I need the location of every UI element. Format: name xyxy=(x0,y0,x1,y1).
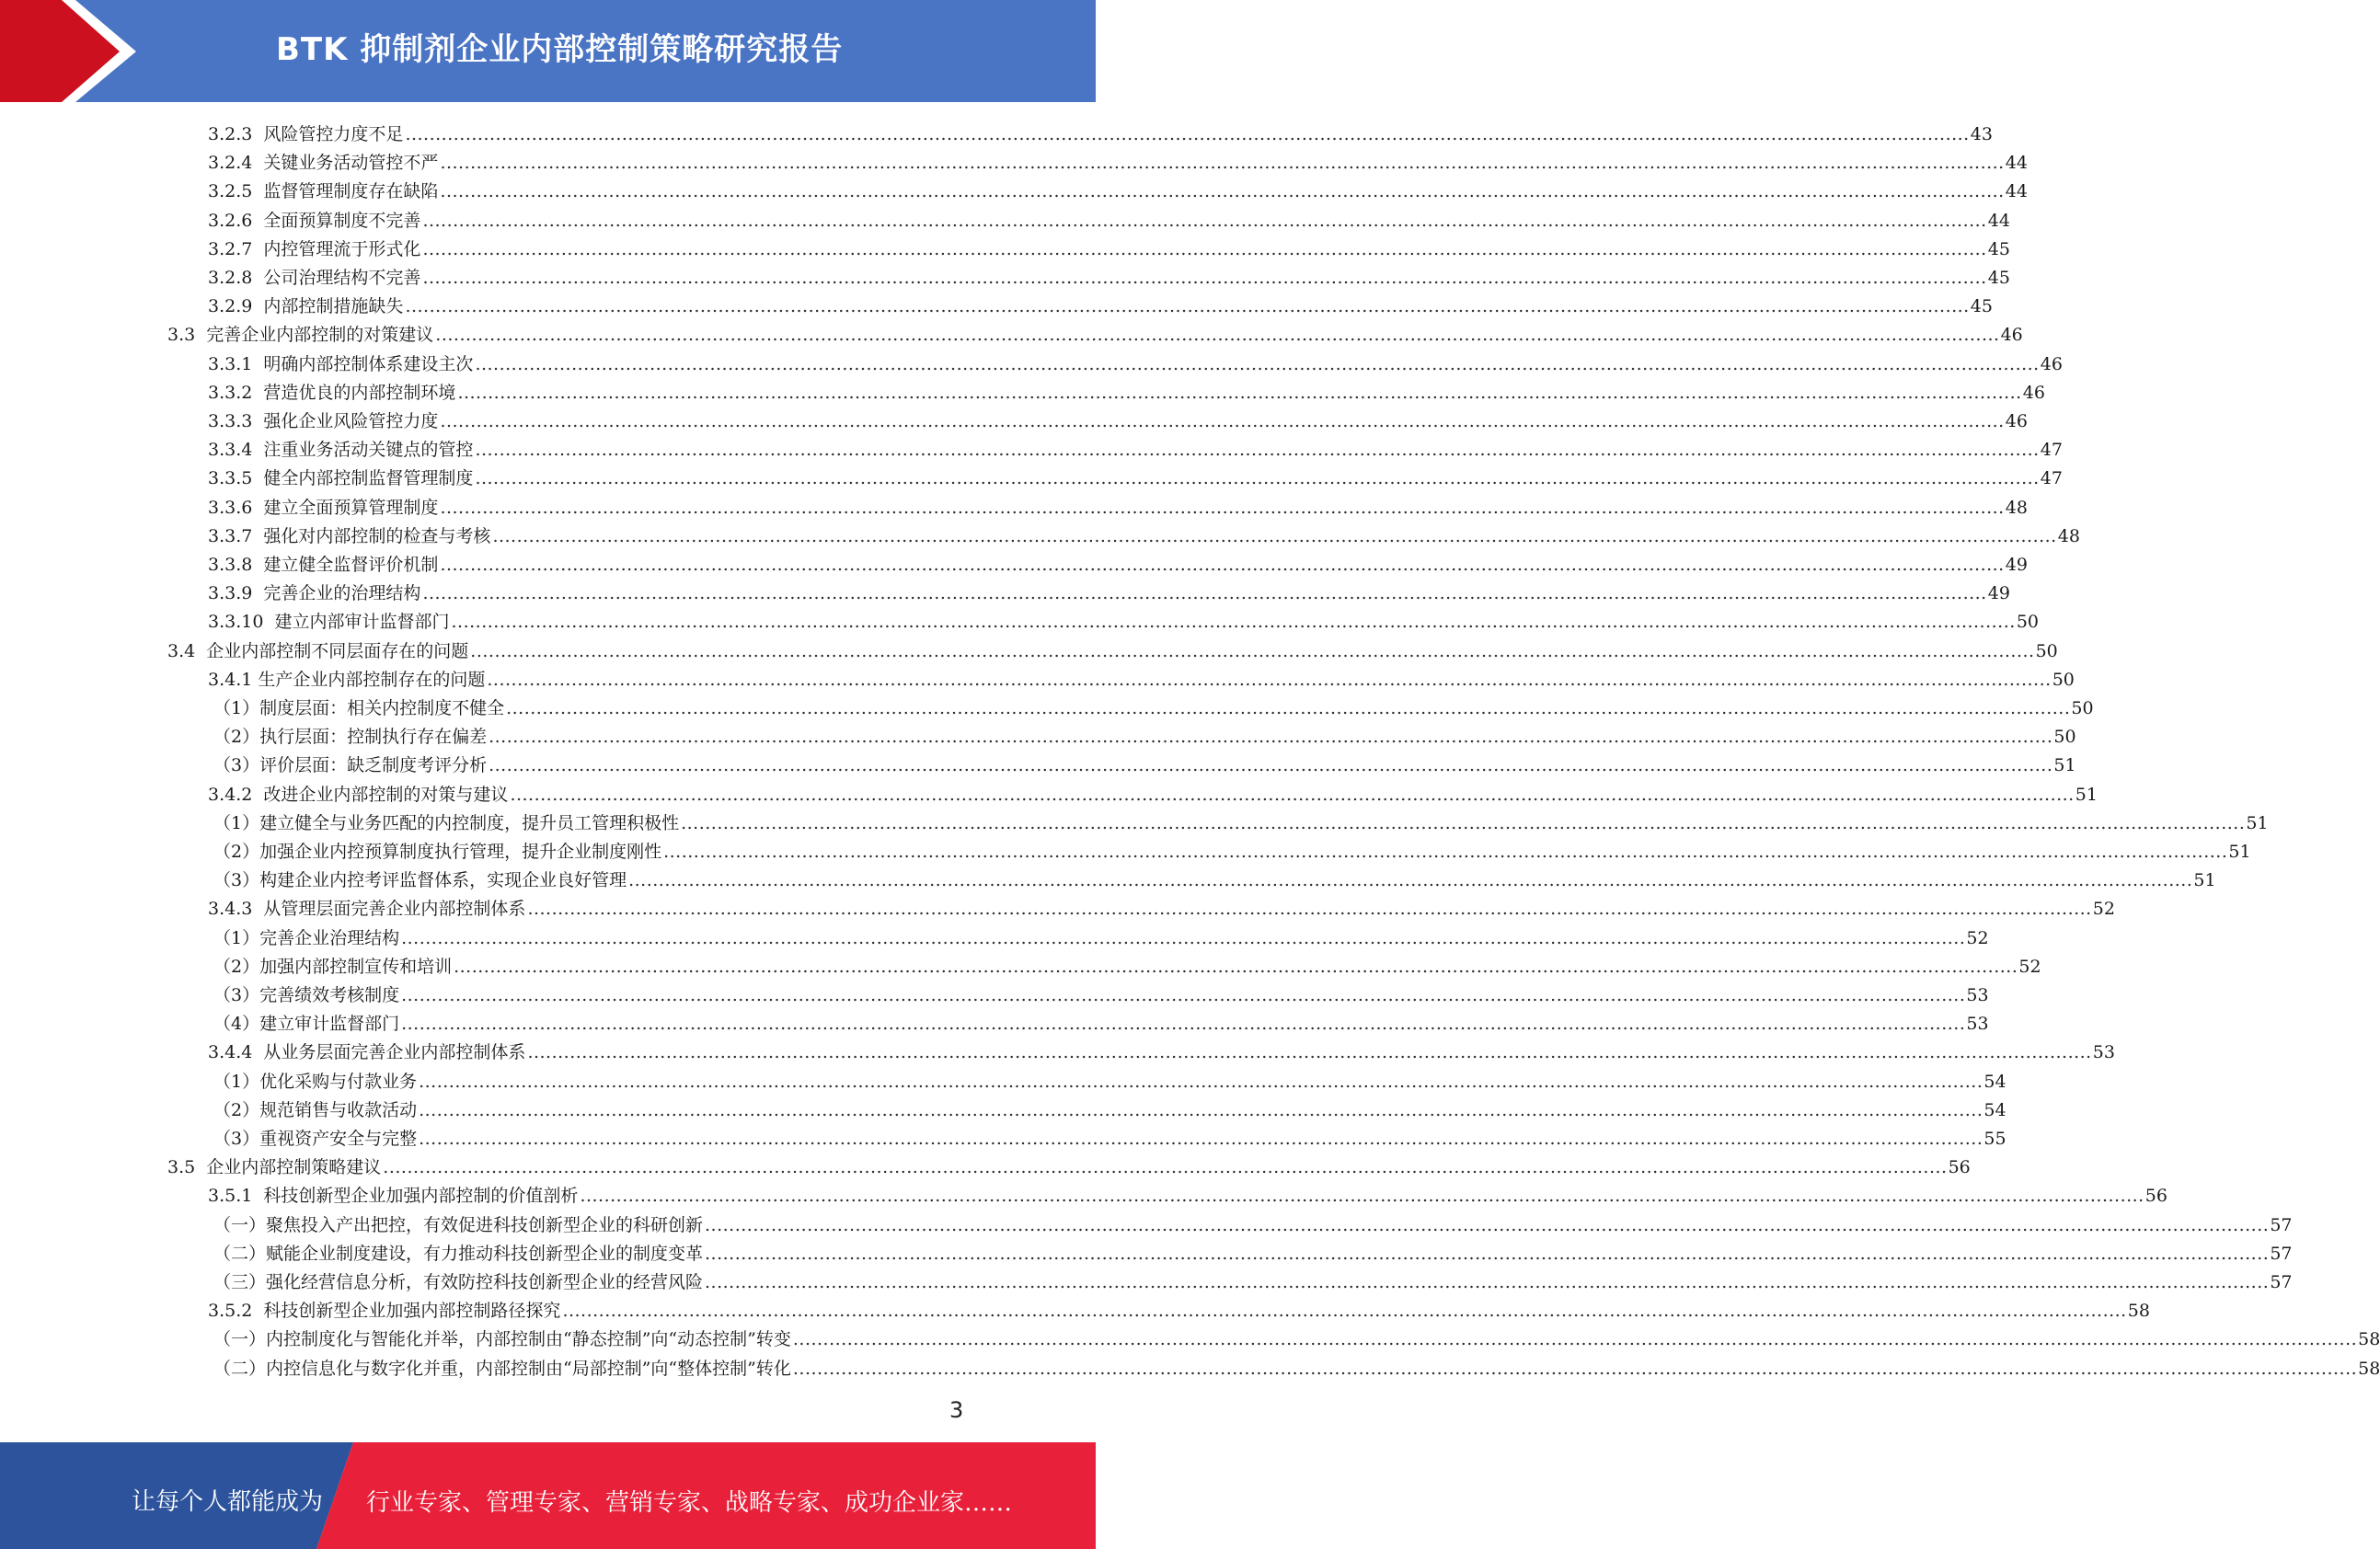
toc-entry-title: （二）赋能企业制度建设，有力推动科技创新型企业的制度变革 xyxy=(213,1244,704,1264)
toc-entry[interactable] xyxy=(167,1149,1971,1177)
toc-entry-title: （3）完善绩效考核制度 xyxy=(213,985,400,1005)
toc-entry-page: 52 xyxy=(1966,928,1989,948)
toc-entry[interactable] xyxy=(167,633,2058,661)
toc-entry[interactable] xyxy=(167,316,2023,345)
toc-leader-dots: .................................................................................................................................................................................................................................................................... xyxy=(681,813,2246,833)
toc-entry[interactable] xyxy=(213,977,1989,1005)
toc-entry[interactable] xyxy=(213,718,2076,747)
toc-entry[interactable] xyxy=(208,460,2063,488)
toc-leader-dots: .................................................................................................................................................................................................................................................................... xyxy=(440,411,2005,431)
toc-entry-page: 45 xyxy=(1987,268,2010,288)
toc-entry-title: （三）强化经营信息分析，有效防控科技创新型企业的经营风险 xyxy=(213,1272,704,1292)
toc-leader-dots: .................................................................................................................................................................................................................................................................... xyxy=(405,124,1970,144)
toc-entry-title: （1）完善企业治理结构 xyxy=(213,928,400,948)
footer-slogan-left: 让每个人都能成为 xyxy=(132,1488,324,1516)
toc-entry-title: 3.5 企业内部控制策略建议 xyxy=(167,1157,382,1177)
toc-entry-title: 3.3.5 健全内部控制监督管理制度 xyxy=(208,468,474,488)
toc-leader-dots: .................................................................................................................................................................................................................................................................... xyxy=(562,1301,2127,1321)
toc-leader-dots: .................................................................................................................................................................................................................................................................... xyxy=(401,928,1966,948)
toc-entry-page: 46 xyxy=(2040,354,2063,374)
toc-entry[interactable] xyxy=(213,862,2216,890)
toc-entry[interactable] xyxy=(208,661,2075,690)
toc-entry-title: 3.3.10 建立内部审计监督部门 xyxy=(208,612,450,632)
footer-slogan-right: 行业专家、管理专家、营销专家、战略专家、成功企业家…… xyxy=(366,1489,1013,1517)
toc-leader-dots: .................................................................................................................................................................................................................................................................... xyxy=(705,1244,2270,1264)
toc-entry-title: 3.4 企业内部控制不同层面存在的问题 xyxy=(167,641,469,661)
toc-entry[interactable] xyxy=(213,747,2076,775)
toc-entry-page: 52 xyxy=(2092,899,2115,919)
toc-leader-dots: .................................................................................................................................................................................................................................................................... xyxy=(440,498,2005,518)
toc-entry[interactable] xyxy=(208,546,2028,575)
toc-entry-page: 45 xyxy=(1987,239,2010,259)
toc-entry-page: 57 xyxy=(2270,1244,2293,1264)
toc-entry[interactable] xyxy=(208,173,2028,201)
toc-entry-page: 44 xyxy=(1987,211,2010,231)
toc-entry-page: 57 xyxy=(2270,1215,2293,1235)
toc-entry[interactable] xyxy=(213,920,1989,948)
toc-entry[interactable] xyxy=(208,489,2028,518)
toc-entry-title: （3）评价层面：缺乏制度考评分析 xyxy=(213,755,488,775)
toc-leader-dots: .................................................................................................................................................................................................................................................................... xyxy=(419,1100,1983,1120)
toc-leader-dots: .................................................................................................................................................................................................................................................................... xyxy=(422,583,1987,603)
toc-entry-page: 56 xyxy=(2144,1186,2167,1206)
toc-entry-page: 50 xyxy=(2016,612,2039,632)
toc-entry[interactable] xyxy=(213,1235,2293,1264)
toc-entry[interactable] xyxy=(213,805,2269,833)
toc-entry-title: （3）重视资产安全与完整 xyxy=(213,1129,418,1149)
toc-entry-page: 58 xyxy=(2358,1329,2380,1349)
toc-entry-page: 50 xyxy=(2052,670,2075,690)
toc-entry[interactable] xyxy=(213,1207,2293,1235)
toc-entry-page: 50 xyxy=(2035,641,2058,661)
toc-entry-title: （一）内控制度化与智能化并举，内部控制由“静态控制”向“动态控制”转变 xyxy=(213,1329,791,1349)
toc-entry-page: 50 xyxy=(2071,698,2094,718)
toc-entry-page: 53 xyxy=(2092,1042,2115,1062)
toc-leader-dots: .................................................................................................................................................................................................................................................................... xyxy=(470,641,2035,661)
toc-entry[interactable] xyxy=(208,374,2045,403)
toc-entry-title: 3.3.2 营造优良的内部控制环境 xyxy=(208,383,456,403)
toc-entry-title: （二）内控信息化与数字化并重，内部控制由“局部控制”向“整体控制”转化 xyxy=(213,1359,791,1379)
toc-leader-dots: .................................................................................................................................................................................................................................................................... xyxy=(628,870,2193,890)
toc-entry[interactable] xyxy=(213,1005,1989,1034)
page-number: 3 xyxy=(949,1397,964,1423)
toc-entry-page: 51 xyxy=(2075,785,2098,805)
toc-leader-dots: .................................................................................................................................................................................................................................................................... xyxy=(492,526,2057,546)
toc-entry[interactable] xyxy=(213,1120,2006,1149)
page-header xyxy=(0,0,1096,102)
toc-entry-title: 3.5.1 科技创新型企业加强内部控制的价值剖析 xyxy=(208,1186,579,1206)
toc-entry[interactable] xyxy=(213,1092,2006,1120)
toc-leader-dots: .................................................................................................................................................................................................................................................................... xyxy=(457,383,2022,403)
toc-entry-title: 3.3.9 完善企业的治理结构 xyxy=(208,583,421,603)
toc-entry-page: 56 xyxy=(1948,1157,1971,1177)
toc-entry-title: （2）加强内部控制宣传和培训 xyxy=(213,957,453,977)
toc-leader-dots: .................................................................................................................................................................................................................................................................... xyxy=(489,755,2053,775)
toc-entry-title: 3.4.2 改进企业内部控制的对策与建议 xyxy=(208,785,509,805)
toc-entry-title: 3.2.4 关键业务活动管控不严 xyxy=(208,153,439,173)
toc-entry[interactable] xyxy=(208,1177,2167,1206)
toc-leader-dots: .................................................................................................................................................................................................................................................................... xyxy=(440,181,2005,201)
toc-leader-dots: .................................................................................................................................................................................................................................................................... xyxy=(422,239,1987,259)
toc-entry[interactable] xyxy=(213,1321,2380,1349)
toc-entry-page: 51 xyxy=(2246,813,2269,833)
toc-entry-title: 3.2.6 全面预算制度不完善 xyxy=(208,211,421,231)
toc-entry-page: 47 xyxy=(2040,468,2063,488)
toc-leader-dots: .................................................................................................................................................................................................................................................................... xyxy=(510,785,2075,805)
toc-entry-page: 43 xyxy=(1970,124,1993,144)
toc-entry-page: 48 xyxy=(2005,498,2028,518)
toc-leader-dots: .................................................................................................................................................................................................................................................................... xyxy=(475,468,2040,488)
toc-leader-dots: .................................................................................................................................................................................................................................................................... xyxy=(401,985,1966,1005)
toc-entry-page: 46 xyxy=(2005,411,2028,431)
toc-entry-title: 3.4.3 从管理层面完善企业内部控制体系 xyxy=(208,899,526,919)
toc-entry[interactable] xyxy=(213,948,2041,977)
toc-entry[interactable] xyxy=(208,431,2063,460)
toc-entry[interactable] xyxy=(208,288,1993,316)
toc-entry-page: 51 xyxy=(2053,755,2076,775)
toc-entry-title: 3.3 完善企业内部控制的对策建议 xyxy=(167,325,434,345)
toc-entry-title: （4）建立审计监督部门 xyxy=(213,1014,400,1034)
toc-entry-title: 3.3.8 建立健全监督评价机制 xyxy=(208,555,439,575)
toc-entry-title: （1）优化采购与付款业务 xyxy=(213,1072,418,1092)
toc-leader-dots: .................................................................................................................................................................................................................................................................... xyxy=(405,296,1970,316)
toc-entry-title: 3.4.4 从业务层面完善企业内部控制体系 xyxy=(208,1042,526,1062)
toc-leader-dots: .................................................................................................................................................................................................................................................................... xyxy=(454,957,2018,977)
toc-entry-title: 3.3.6 建立全面预算管理制度 xyxy=(208,498,439,518)
toc-entry[interactable] xyxy=(208,259,2010,288)
toc-entry-title: 3.2.3 风险管控力度不足 xyxy=(208,124,404,144)
toc-entry-page: 51 xyxy=(2193,870,2216,890)
toc-entry-title: 3.3.1 明确内部控制体系建设主次 xyxy=(208,354,474,374)
toc-entry-page: 58 xyxy=(2358,1359,2380,1379)
toc-leader-dots: .................................................................................................................................................................................................................................................................... xyxy=(792,1329,2358,1349)
toc-entry[interactable] xyxy=(213,1063,2006,1092)
toc-leader-dots: .................................................................................................................................................................................................................................................................... xyxy=(487,670,2052,690)
toc-entry[interactable] xyxy=(213,690,2094,718)
toc-entry[interactable] xyxy=(213,1264,2293,1292)
toc-leader-dots: .................................................................................................................................................................................................................................................................... xyxy=(419,1072,1983,1092)
toc-leader-dots: .................................................................................................................................................................................................................................................................... xyxy=(440,555,2005,575)
toc-entry-title: （2）执行层面：控制执行存在偏差 xyxy=(213,727,488,747)
page-footer xyxy=(0,1442,1096,1549)
toc-leader-dots: .................................................................................................................................................................................................................................................................... xyxy=(580,1186,2144,1206)
toc-entry-title: （1）建立健全与业务匹配的内控制度，提升员工管理积极性 xyxy=(213,813,680,833)
toc-entry-page: 53 xyxy=(1966,985,1989,1005)
toc-entry-title: （2）规范销售与收款活动 xyxy=(213,1100,418,1120)
toc-entry-title: 3.5.2 科技创新型企业加强内部控制路径探究 xyxy=(208,1301,561,1321)
toc-leader-dots: .................................................................................................................................................................................................................................................................... xyxy=(422,268,1987,288)
toc-entry[interactable] xyxy=(208,1034,2115,1062)
toc-entry-page: 46 xyxy=(2000,325,2023,345)
toc-entry[interactable] xyxy=(208,575,2010,603)
toc-entry-page: 54 xyxy=(1983,1072,2006,1092)
toc-entry-page: 44 xyxy=(2005,153,2028,173)
toc-entry[interactable] xyxy=(208,144,2028,173)
toc-entry[interactable] xyxy=(208,403,2028,431)
toc-entry-title: 3.4.1 生产企业内部控制存在的问题 xyxy=(208,670,486,690)
toc-entry-page: 48 xyxy=(2057,526,2080,546)
toc-entry-page: 51 xyxy=(2228,842,2251,862)
toc-entry[interactable] xyxy=(208,603,2039,632)
toc-leader-dots: .................................................................................................................................................................................................................................................................... xyxy=(435,325,2000,345)
toc-entry-title: 3.2.5 监督管理制度存在缺陷 xyxy=(208,181,439,201)
toc-entry-page: 46 xyxy=(2022,383,2045,403)
toc-entry-title: 3.2.8 公司治理结构不完善 xyxy=(208,268,421,288)
toc-leader-dots: .................................................................................................................................................................................................................................................................... xyxy=(792,1359,2358,1379)
toc-entry-page: 49 xyxy=(1987,583,2010,603)
toc-entry-page: 45 xyxy=(1970,296,1993,316)
toc-entry-page: 49 xyxy=(2005,555,2028,575)
toc-entry[interactable] xyxy=(213,833,2251,862)
toc-entry-title: （3）构建企业内控考评监督体系，实现企业良好管理 xyxy=(213,870,627,890)
toc-leader-dots: .................................................................................................................................................................................................................................................................... xyxy=(663,842,2228,862)
toc-entry[interactable] xyxy=(208,1292,2150,1321)
toc-entry[interactable] xyxy=(208,346,2063,374)
toc-leader-dots: .................................................................................................................................................................................................................................................................... xyxy=(419,1129,1983,1149)
toc-entry[interactable] xyxy=(208,890,2115,919)
toc-entry-title: 3.2.7 内控管理流于形式化 xyxy=(208,239,421,259)
toc-entry[interactable] xyxy=(213,1350,2380,1379)
toc-leader-dots: .................................................................................................................................................................................................................................................................... xyxy=(489,727,2053,747)
toc-entry-page: 58 xyxy=(2127,1301,2150,1321)
toc-entry[interactable] xyxy=(208,231,2010,259)
toc-entry-page: 53 xyxy=(1966,1014,1989,1034)
toc-entry-page: 47 xyxy=(2040,440,2063,460)
toc-entry-title: （一）聚焦投入产出把控，有效促进科技创新型企业的科研创新 xyxy=(213,1215,704,1235)
toc-entry-page: 54 xyxy=(1983,1100,2006,1120)
toc-leader-dots: .................................................................................................................................................................................................................................................................... xyxy=(527,899,2092,919)
toc-leader-dots: .................................................................................................................................................................................................................................................................... xyxy=(451,612,2016,632)
toc-leader-dots: .................................................................................................................................................................................................................................................................... xyxy=(705,1215,2270,1235)
toc-entry-title: （1）制度层面：相关内控制度不健全 xyxy=(213,698,505,718)
toc-entry[interactable] xyxy=(208,116,1993,144)
toc-leader-dots: .................................................................................................................................................................................................................................................................... xyxy=(383,1157,1948,1177)
toc-leader-dots: .................................................................................................................................................................................................................................................................... xyxy=(506,698,2071,718)
toc-leader-dots: .................................................................................................................................................................................................................................................................... xyxy=(440,153,2005,173)
toc-entry-page: 52 xyxy=(2018,957,2041,977)
toc-entry-page: 55 xyxy=(1983,1129,2006,1149)
toc-entry-page: 50 xyxy=(2053,727,2076,747)
toc-entry-page: 57 xyxy=(2270,1272,2293,1292)
toc-leader-dots: .................................................................................................................................................................................................................................................................... xyxy=(705,1272,2270,1292)
toc-entry-title: （2）加强企业内控预算制度执行管理，提升企业制度刚性 xyxy=(213,842,662,862)
toc-leader-dots: .................................................................................................................................................................................................................................................................... xyxy=(527,1042,2092,1062)
toc-leader-dots: .................................................................................................................................................................................................................................................................... xyxy=(475,440,2040,460)
toc-leader-dots: .................................................................................................................................................................................................................................................................... xyxy=(475,354,2040,374)
toc-entry-title: 3.3.4 注重业务活动关键点的管控 xyxy=(208,440,474,460)
toc-entry-title: 3.3.7 强化对内部控制的检查与考核 xyxy=(208,526,491,546)
toc-leader-dots: .................................................................................................................................................................................................................................................................... xyxy=(422,211,1987,231)
toc-entry-title: 3.3.3 强化企业风险管控力度 xyxy=(208,411,439,431)
toc-entry-page: 44 xyxy=(2005,181,2028,201)
report-title: BTK 抑制剂企业内部控制策略研究报告 xyxy=(276,31,844,68)
toc-entry[interactable] xyxy=(208,202,2010,231)
toc-leader-dots: .................................................................................................................................................................................................................................................................... xyxy=(401,1014,1966,1034)
toc-entry-title: 3.2.9 内部控制措施缺失 xyxy=(208,296,404,316)
toc-entry[interactable] xyxy=(208,776,2098,805)
toc-entry[interactable] xyxy=(208,518,2080,546)
